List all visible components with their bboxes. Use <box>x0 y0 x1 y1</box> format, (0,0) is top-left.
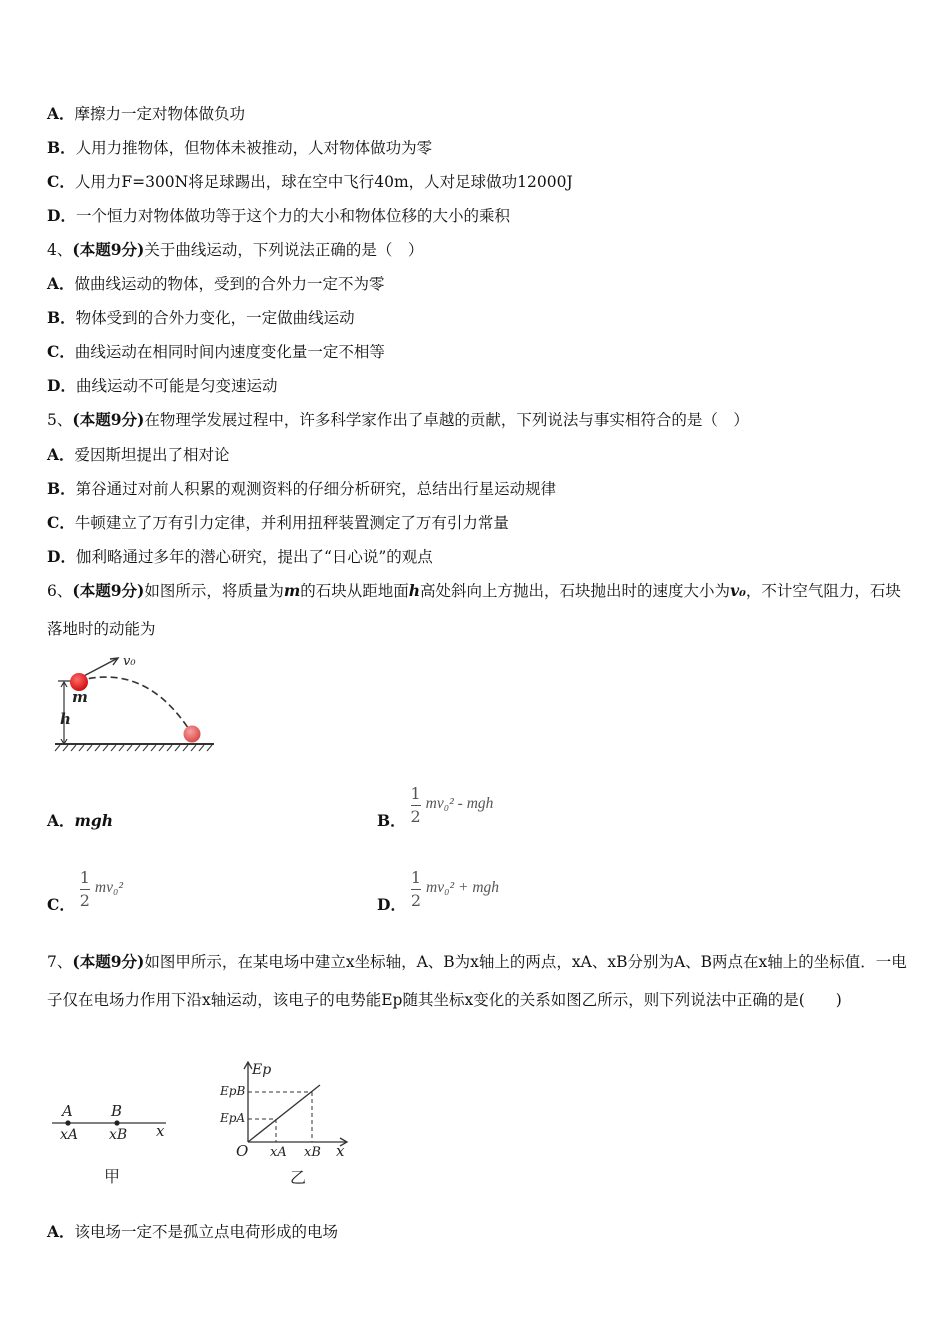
xb-label: xB <box>109 1127 128 1143</box>
q3-option-d: D．一个恒力对物体做功等于这个力的大小和物体位移的大小的乘积 <box>47 206 510 225</box>
q5-option-a: A．爱因斯坦提出了相对论 <box>47 445 230 464</box>
stone-end <box>184 726 201 743</box>
yi-xb-label: xB <box>304 1145 321 1160</box>
yi-xa-label: xA <box>270 1145 287 1160</box>
point-b <box>114 1120 119 1125</box>
origin-label: O <box>236 1142 249 1160</box>
xa-label: xA <box>60 1127 79 1143</box>
v0-label: v₀ <box>123 654 136 669</box>
q4-option-b: B．物体受到的合外力变化，一定做曲线运动 <box>47 308 355 327</box>
ep-line <box>248 1085 320 1142</box>
q6-option-a: A．mgh <box>47 811 114 830</box>
q7-stem: 7、(本题9分)如图甲所示，在某电场中建立x坐标轴，A、B为x轴上的两点，xA、xB分别为A、B两点在x轴上的坐标值．一电子仅在电场力作用下沿x轴运动，该电子的电势能Ep随其坐标x变化的关系如图乙所示，则下列说法中正确的是( ) <box>47 952 907 1009</box>
q6-option-d: D． $\frac{1}{2}$ mv₀² + mgh <box>377 868 500 914</box>
q3-option-b: B．人用力推物体，但物体未被推动，人对物体做功为零 <box>47 138 433 157</box>
q4-stem: 4、(本题9分)关于曲线运动，下列说法正确的是（ ） <box>47 240 424 259</box>
q4-option-c: C．曲线运动在相同时间内速度变化量一定不相等 <box>47 342 385 361</box>
q5-option-c: C．牛顿建立了万有引力定律，并利用扭秤装置测定了万有引力常量 <box>47 513 509 532</box>
q3-option-a: A．摩擦力一定对物体做负功 <box>47 104 246 123</box>
figure-yi <box>218 1058 358 1190</box>
point-b-label: B <box>111 1102 123 1120</box>
q4-option-d: D．曲线运动不可能是匀变速运动 <box>47 376 278 395</box>
epa-label: EpA <box>220 1111 246 1125</box>
q4-option-a: A．做曲线运动的物体，受到的合外力一定不为零 <box>47 274 385 293</box>
m-label: m <box>72 688 88 706</box>
point-a <box>65 1120 70 1125</box>
q3-option-c: C．人用力F=300N将足球踢出，球在空中飞行40m，人对足球做功12000J <box>47 172 573 191</box>
ep-axis-label: Ep <box>252 1062 272 1078</box>
point-a-label: A <box>62 1102 73 1120</box>
q7-option-a: A．该电场一定不是孤立点电荷形成的电场 <box>47 1222 339 1241</box>
q5-option-b: B．第谷通过对前人积累的观测资料的仔细分析研究，总结出行星运动规律 <box>47 479 557 498</box>
caption-jia: 甲 <box>104 1167 121 1186</box>
q5-stem: 5、(本题9分)在物理学发展过程中，许多科学家作出了卓越的贡献，下列说法与事实相符合的是（ ） <box>47 410 749 429</box>
trajectory-path <box>78 677 192 734</box>
q6-option-b: B． $\frac{1}{2}$ mv₀² - mgh <box>377 784 494 830</box>
q5-option-d: D．伽利略通过多年的潜心研究，提出了“日心说”的观点 <box>47 547 433 566</box>
caption-yi: 乙 <box>290 1168 307 1187</box>
velocity-arrow <box>80 658 118 678</box>
q6-stem: 6、(本题9分)如图所示，将质量为m的石块从距地面h高处斜向上方抛出，石块抛出时的速度大小为v₀，不计空气阻力，石块落地时的动能为 <box>47 581 901 638</box>
figure-jia <box>50 1100 180 1192</box>
q6-option-c: C． $\frac{1}{2}$ mv₀² <box>47 868 124 914</box>
x-axis-label: x <box>156 1122 165 1140</box>
h-label: h <box>60 710 71 728</box>
projectile-figure <box>52 652 222 752</box>
epb-label: EpB <box>220 1084 246 1098</box>
yi-x-label: x <box>336 1142 345 1160</box>
